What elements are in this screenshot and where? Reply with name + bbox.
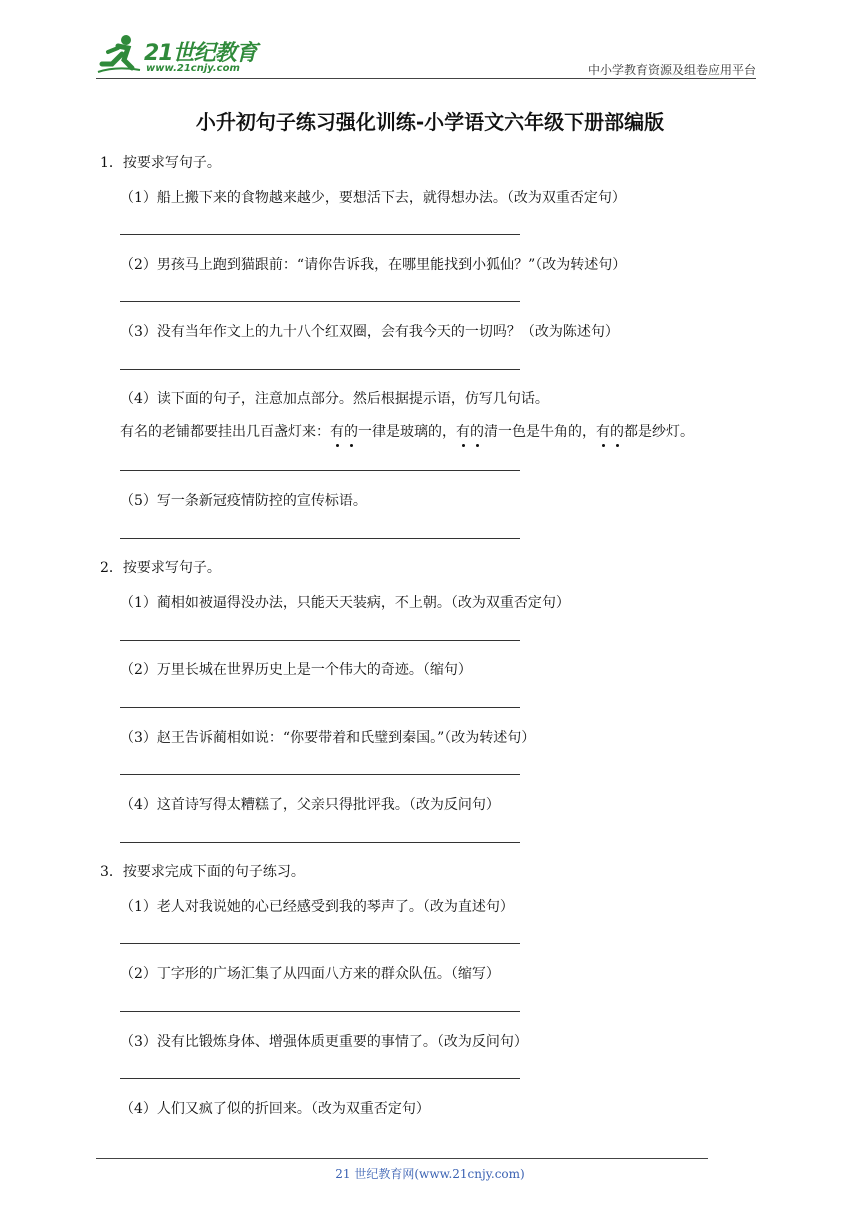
platform-name: 中小学教育资源及组卷应用平台 <box>587 63 756 77</box>
question-2-item-4: （4）这首诗写得太糟糕了，父亲只得批评我。（改为反问句） <box>120 797 500 813</box>
question-3-item-2: （2）丁字形的广场汇集了从四面八方来的群众队伍。（缩写） <box>120 966 500 982</box>
dotted-char: 的 <box>344 421 358 441</box>
dotted-char: 有 <box>596 421 610 441</box>
dotted-char: 有 <box>456 421 470 441</box>
question-1-item-3: （3）没有当年作文上的九十八个红双圈，会有我今天的一切吗？（改为陈述句） <box>120 324 619 340</box>
question-3-item-3: （3）没有比锻炼身体、增强体质更重要的事情了。（改为反问句） <box>120 1034 528 1050</box>
example-part: 有名的老铺都要挂出几百盏灯来： <box>120 424 330 440</box>
example-part: 都是纱灯。 <box>624 424 694 440</box>
dotted-char: 的 <box>610 421 624 441</box>
answer-line[interactable] <box>120 1078 520 1079</box>
example-sentence <box>120 421 694 441</box>
answer-line[interactable] <box>120 369 520 370</box>
example-part: 一律是玻璃的， <box>358 424 456 440</box>
logo-text: 21世纪教育 <box>144 41 257 66</box>
question-2-item-1: （1）蔺相如被逼得没办法，只能天天装病，不上朝。（改为双重否定句） <box>120 595 570 611</box>
answer-line[interactable] <box>120 707 520 708</box>
answer-line[interactable] <box>120 774 520 775</box>
answer-line[interactable] <box>120 640 520 641</box>
answer-line[interactable] <box>120 943 520 944</box>
page-header <box>0 0 860 80</box>
runner-logo-icon <box>96 34 146 78</box>
answer-line[interactable] <box>120 1011 520 1012</box>
question-1-item-1: （1）船上搬下来的食物越来越少，要想活下去，就得想办法。（改为双重否定句） <box>120 190 626 206</box>
answer-line[interactable] <box>120 470 520 471</box>
question-2-item-2: （2）万里长城在世界历史上是一个伟大的奇迹。（缩句） <box>120 662 472 678</box>
dotted-char: 有 <box>330 421 344 441</box>
footer-link[interactable]: 21 世纪教育网(www.21cnjy.com) <box>335 1167 525 1181</box>
question-1-item-4: （4）读下面的句子，注意加点部分。然后根据提示语，仿写几句话。 <box>120 391 549 407</box>
example-part: 清一色是牛角的， <box>484 424 596 440</box>
header-divider <box>96 78 756 79</box>
footer-divider <box>96 1158 708 1159</box>
question-2-item-3: （3）赵王告诉蔺相如说：“你要带着和氏璧到秦国。”（改为转述句） <box>120 730 536 746</box>
logo-url: www.21cnjy.com <box>146 63 240 74</box>
page-title: 小升初句子练习强化训练-小学语文六年级下册部编版 <box>195 110 665 134</box>
answer-line[interactable] <box>120 842 520 843</box>
question-3-heading: 3．按要求完成下面的句子练习。 <box>100 864 305 880</box>
logo[interactable] <box>96 34 266 78</box>
question-3-item-1: （1）老人对我说她的心已经感受到我的琴声了。（改为直述句） <box>120 899 514 915</box>
question-3-item-4: （4）人们又疯了似的折回来。（改为双重否定句） <box>120 1101 430 1117</box>
answer-line[interactable] <box>120 301 520 302</box>
question-1-heading: 1．按要求写句子。 <box>100 155 221 171</box>
dotted-char: 的 <box>470 421 484 441</box>
answer-line[interactable] <box>120 234 520 235</box>
question-2-heading: 2．按要求写句子。 <box>100 560 221 576</box>
question-1-item-2: （2）男孩马上跑到猫跟前：“请你告诉我，在哪里能找到小狐仙？”（改为转述句） <box>120 257 627 273</box>
question-1-item-5: （5）写一条新冠疫情防控的宣传标语。 <box>120 493 367 509</box>
answer-line[interactable] <box>120 538 520 539</box>
